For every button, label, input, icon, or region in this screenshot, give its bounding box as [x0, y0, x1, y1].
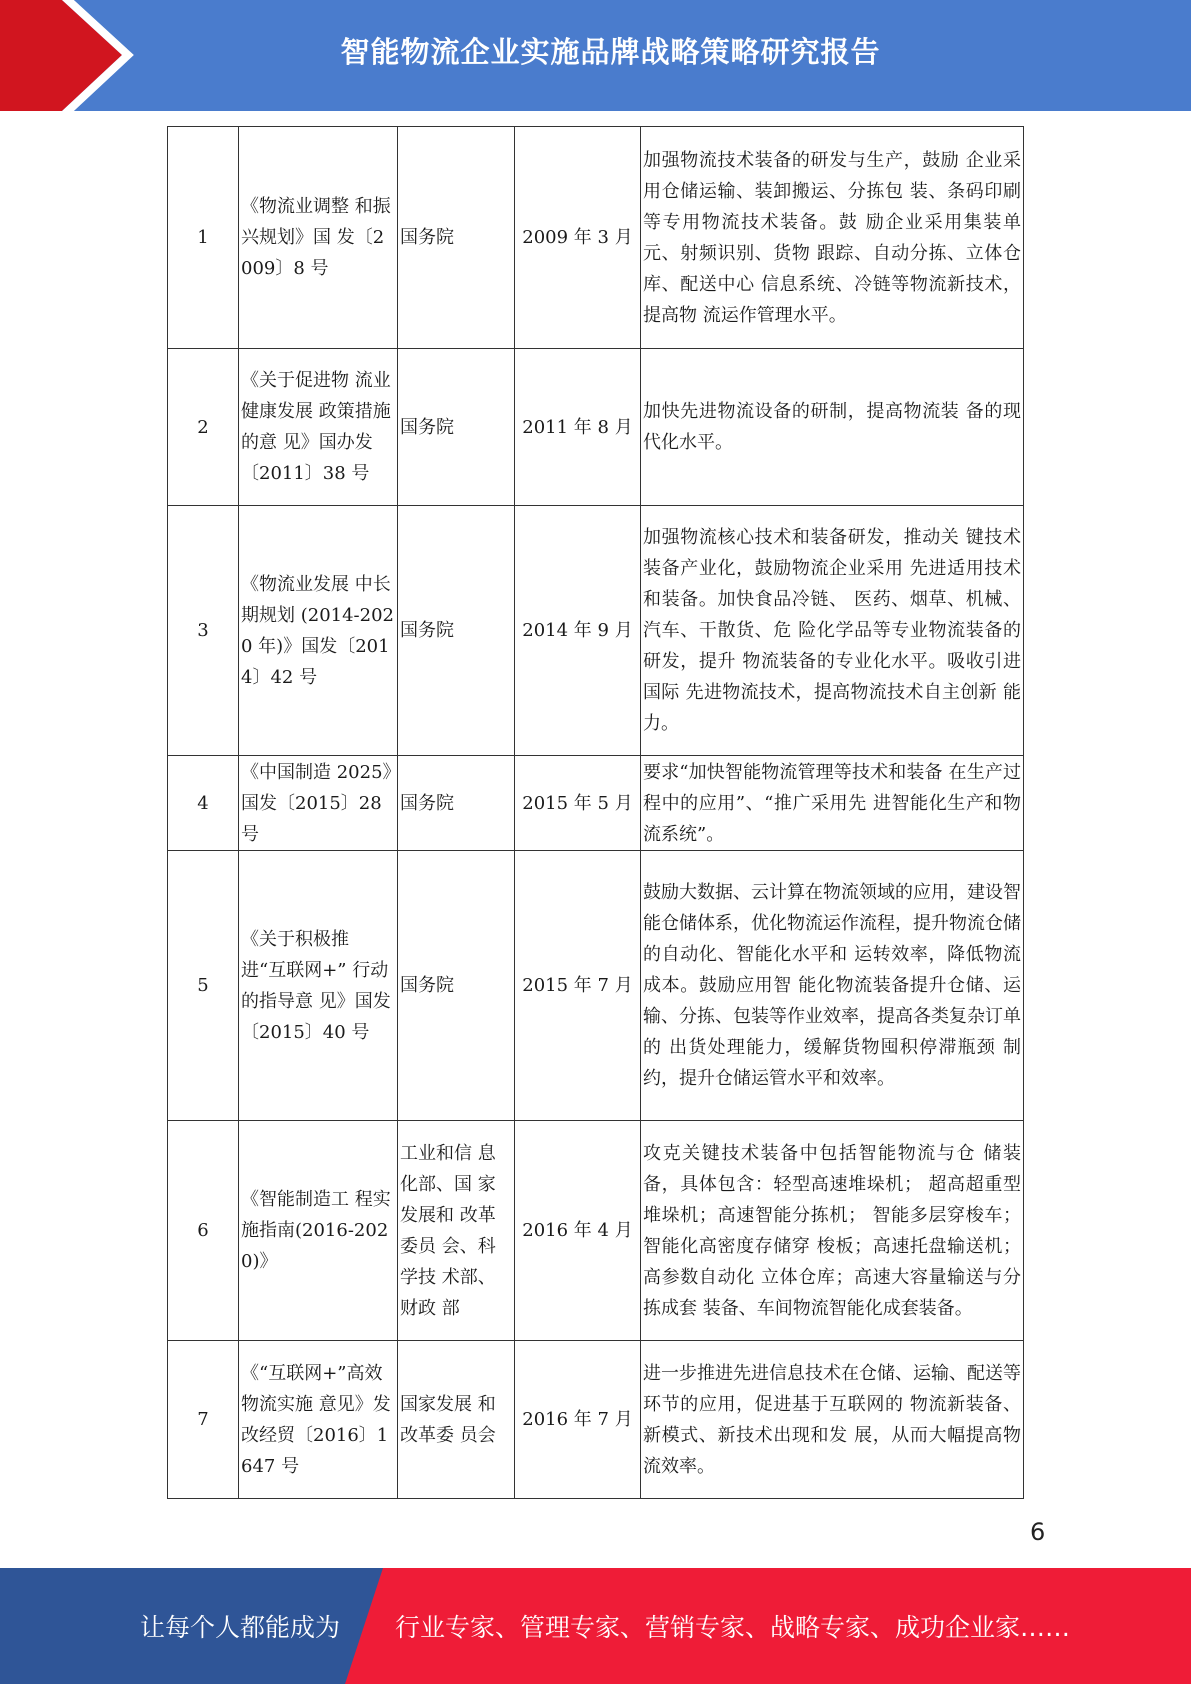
report-title: 智能物流企业实施品牌战略策略研究报告 [340, 34, 881, 69]
issuing-authority: 工业和信 息化部、国 家发展和 改革委员 会、科学技 术部、财政 部 [398, 1121, 515, 1341]
policy-document: 《物流业发展 中长期规划 (2014-2020 年)》国发〔2014〕42 号 [239, 506, 398, 756]
issuing-authority: 国务院 [398, 756, 515, 851]
row-number: 3 [168, 506, 239, 756]
row-number: 1 [168, 127, 239, 349]
issuing-authority: 国务院 [398, 127, 515, 349]
row-number: 4 [168, 756, 239, 851]
table-row [168, 851, 1024, 1121]
page-header [0, 0, 1191, 111]
issue-date: 2009 年 3 月 [515, 127, 641, 349]
issuing-authority: 国务院 [398, 349, 515, 506]
policy-content: 加强物流技术装备的研发与生产，鼓励 企业采用仓储运输、装卸搬运、分拣包 装、条码印刷等专用物流技术装备。鼓 励企业采用集装单元、射频识别、货物 跟踪、自动分拣、立体仓库、配送中心 信息系统、冷链等物流新技术，提高物 流运作管理水平。 [641, 127, 1024, 349]
issue-date: 2015 年 7 月 [515, 851, 641, 1121]
table-row [168, 756, 1024, 851]
policy-content: 进一步推进先进信息技术在仓储、运输、配送等环节的应用，促进基于互联网的 物流新装备、新模式、新技术出现和发 展，从而大幅提高物流效率。 [641, 1341, 1024, 1499]
row-number: 7 [168, 1341, 239, 1499]
table-row [168, 506, 1024, 756]
page-number: 6 [1030, 1518, 1046, 1546]
policy-document: 《“互联网+”高效物流实施 意见》发改经贸〔2016〕1647 号 [239, 1341, 398, 1499]
table-row [168, 127, 1024, 349]
table-row [168, 1121, 1024, 1341]
page-footer [0, 1568, 1191, 1684]
row-number: 6 [168, 1121, 239, 1341]
policy-content: 要求“加快智能物流管理等技术和装备 在生产过程中的应用”、“推广采用先 进智能化生产和物流系统”。 [641, 756, 1024, 851]
policy-document: 《智能制造工 程实施指南(2016-2020)》 [239, 1121, 398, 1341]
issue-date: 2016 年 4 月 [515, 1121, 641, 1341]
issuing-authority: 国务院 [398, 506, 515, 756]
table-row [168, 1341, 1024, 1499]
issue-date: 2011 年 8 月 [515, 349, 641, 506]
policy-document: 《物流业调整 和振兴规划》国 发〔2009〕8 号 [239, 127, 398, 349]
issue-date: 2016 年 7 月 [515, 1341, 641, 1499]
issue-date: 2014 年 9 月 [515, 506, 641, 756]
issue-date: 2015 年 5 月 [515, 756, 641, 851]
policy-document: 《中国制造 2025》国发〔2015〕28 号 [239, 756, 398, 851]
policy-content: 加强物流核心技术和装备研发，推动关 键技术装备产业化，鼓励物流企业采用 先进适用技术和装备。加快食品冷链、 医药、烟草、机械、汽车、干散货、危 险化学品等专业物流装备的研发，提升 物流装备的专业化水平。吸收引进国际 先进物流技术，提高物流技术自主创新 能力。 [641, 506, 1024, 756]
policy-document: 《关于促进物 流业健康发展 政策措施的意 见》国办发〔2011〕38 号 [239, 349, 398, 506]
footer-slogan-right: 行业专家、管理专家、营销专家、战略专家、成功企业家…… [395, 1613, 1071, 1642]
policy-table [167, 126, 1024, 1499]
table-row [168, 349, 1024, 506]
footer-slogan-left: 让每个人都能成为 [140, 1613, 341, 1642]
policy-content: 攻克关键技术装备中包括智能物流与仓 储装备，具体包含：轻型高速堆垛机； 超高超重型堆垛机；高速智能分拣机； 智能多层穿梭车；智能化高密度存储穿 梭板；高速托盘输送机；高参数自动化 立体仓库；高速大容量输送与分拣成套 装备、车间物流智能化成套装备。 [641, 1121, 1024, 1341]
issuing-authority: 国务院 [398, 851, 515, 1121]
policy-document: 《关于积极推 进“互联网+” 行动的指导意 见》国发〔2015〕40 号 [239, 851, 398, 1121]
row-number: 2 [168, 349, 239, 506]
header-red-arrow-decoration [0, 0, 160, 111]
row-number: 5 [168, 851, 239, 1121]
issuing-authority: 国家发展 和改革委 员会 [398, 1341, 515, 1499]
policy-content: 加快先进物流设备的研制，提高物流装 备的现代化水平。 [641, 349, 1024, 506]
policy-content: 鼓励大数据、云计算在物流领域的应用，建设智能仓储体系，优化物流运作流程，提升物流仓储的自动化、智能化水平和 运转效率，降低物流成本。鼓励应用智 能化物流装备提升仓储、运输、分拣、包装等作业效率，提高各类复杂订单的 出货处理能力，缓解货物囤积停滞瓶颈 制约，提升仓储运管水平和效率。 [641, 851, 1024, 1121]
